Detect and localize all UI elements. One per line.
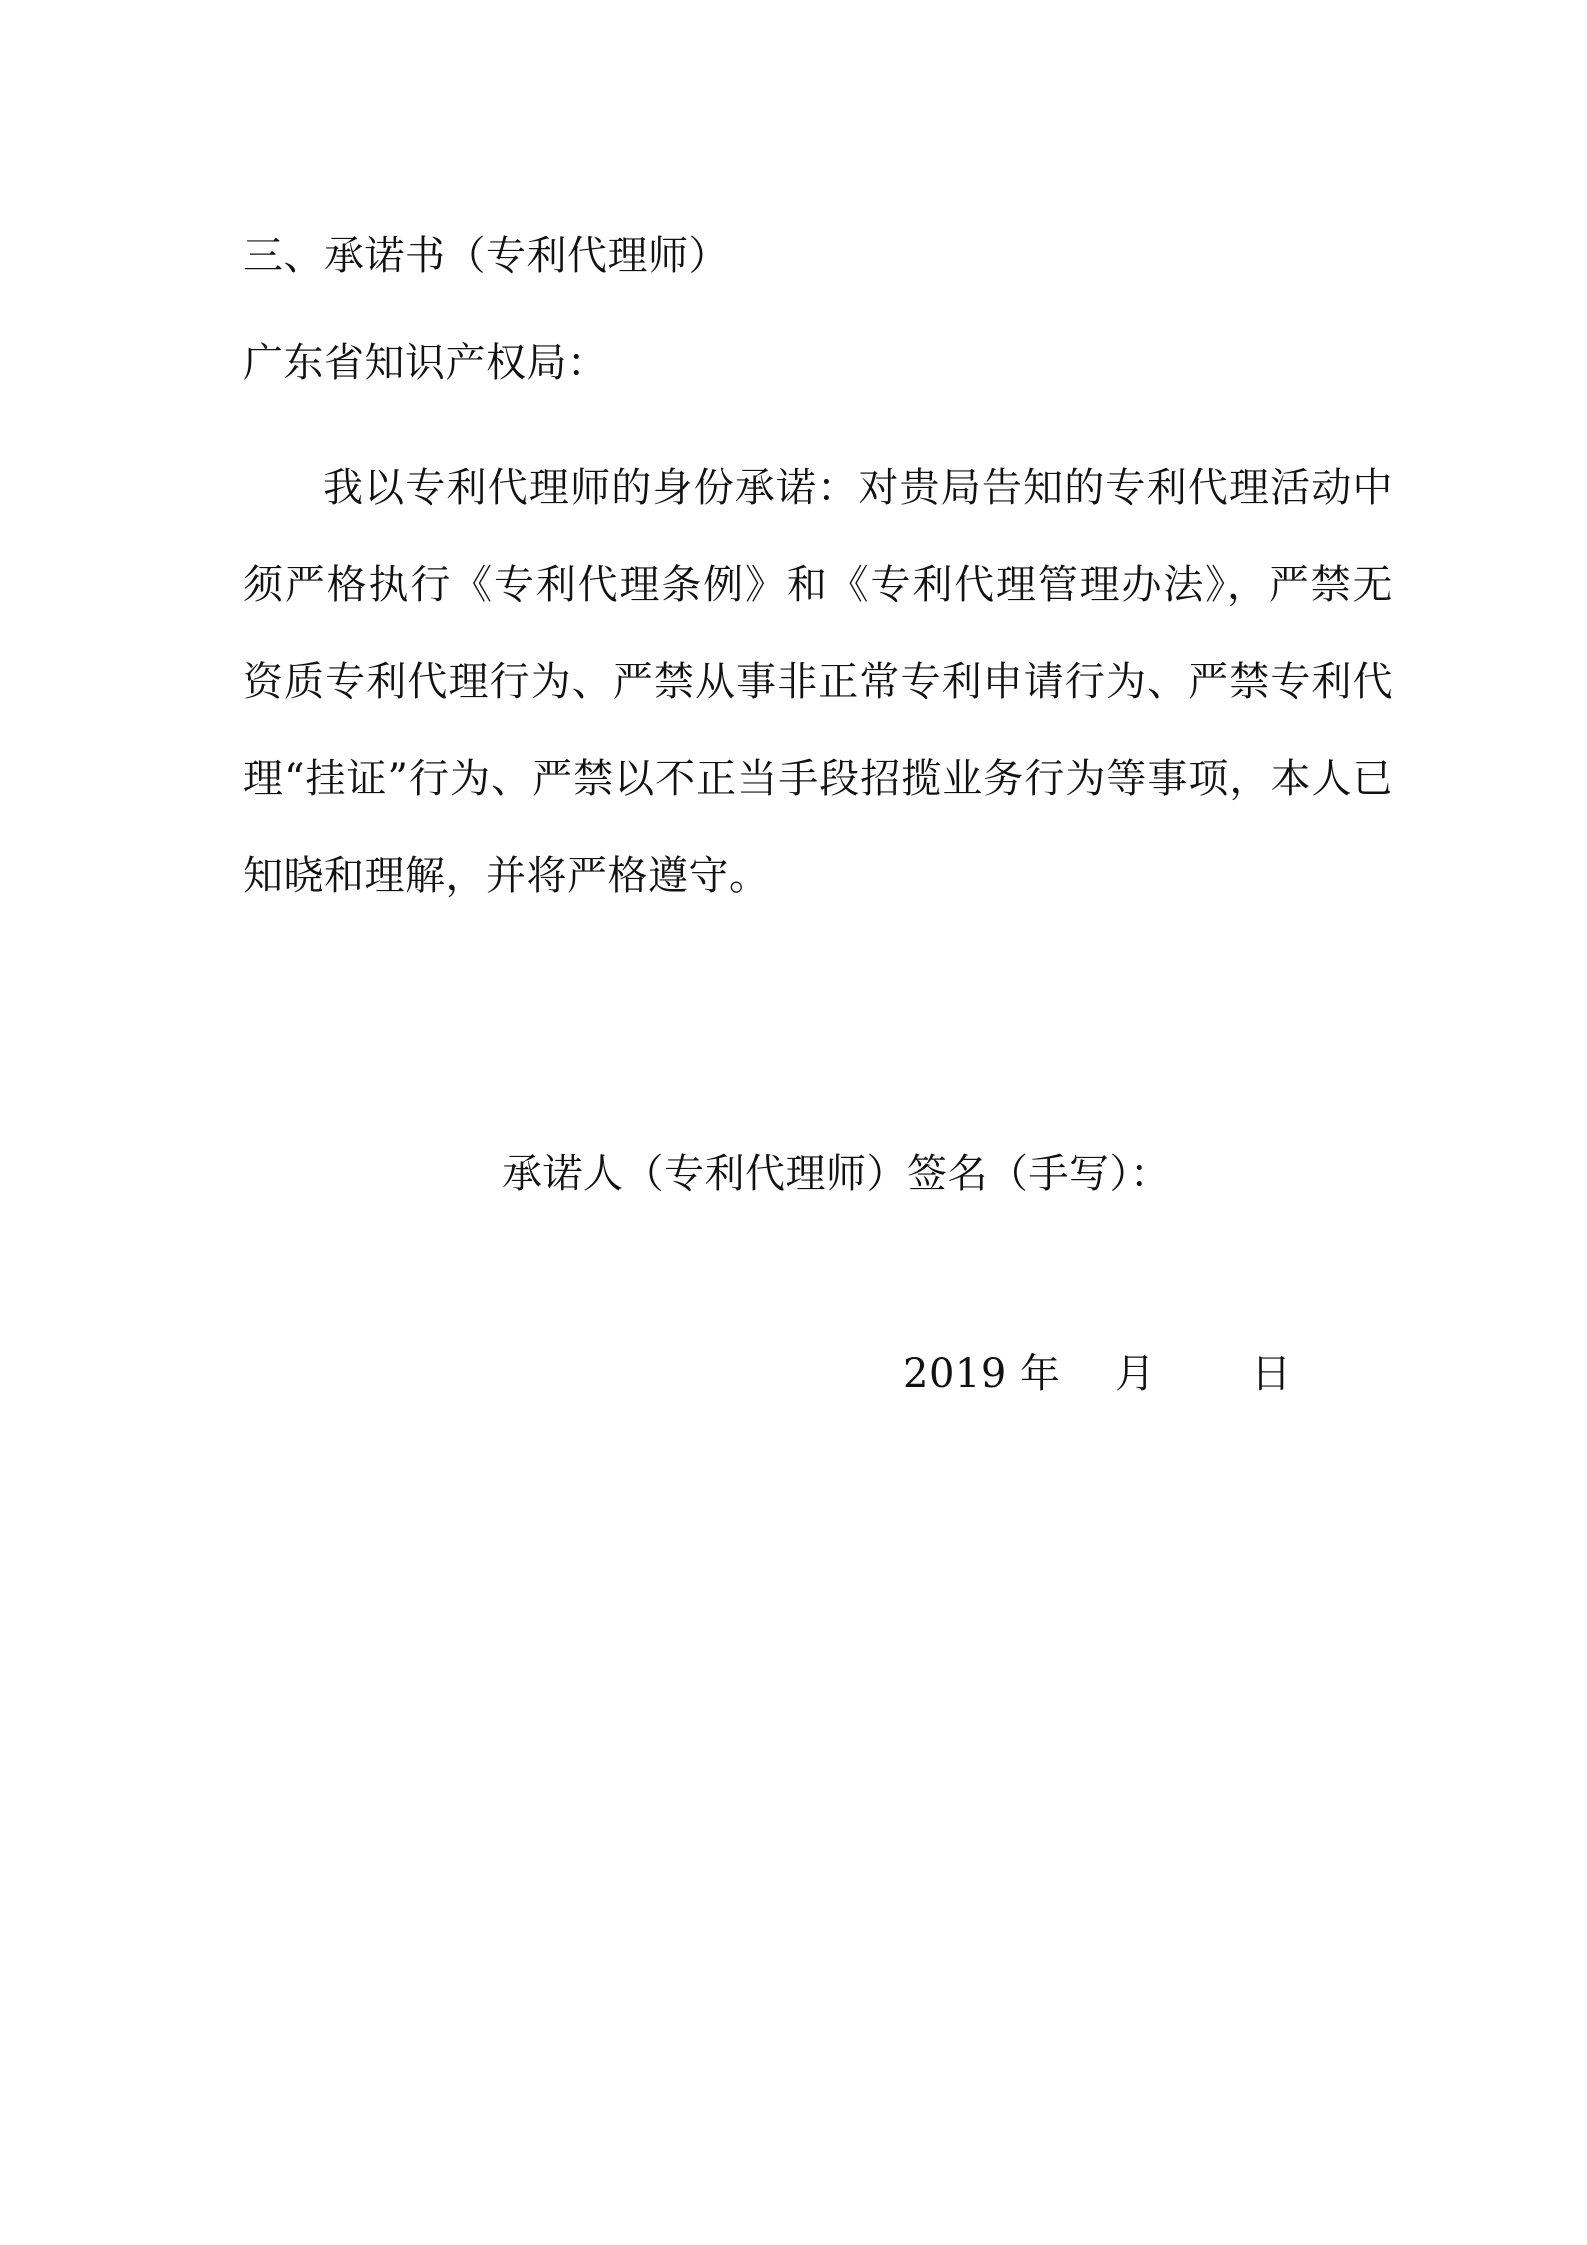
date-day-unit: 日 xyxy=(1251,1351,1292,1397)
date-month-unit: 月 xyxy=(1114,1351,1156,1397)
date-year: 2019 xyxy=(903,1351,1007,1397)
date-year-unit: 年 xyxy=(1020,1351,1061,1397)
addressee: 广东省知识产权局： xyxy=(243,340,608,386)
signature-label: 承诺人（专利代理师）签名（手写）： xyxy=(502,1151,1171,1197)
commitment-paragraph: 我以专利代理师的身份承诺：对贵局告知的专利代理活动中须严格执行《专利代理条例》和《专利代理管理办法》，严禁无资质专利代理行为、严禁从事非正常专利申请行为、严禁专利代理“挂证”行为、严禁以不正当手段招揽业务行为等事项，本人已知晓和理解，并将严格遵守。 xyxy=(243,465,1393,899)
date-line xyxy=(903,1350,1292,1398)
section-heading: 三、承诺书（专利代理师） xyxy=(243,233,729,279)
